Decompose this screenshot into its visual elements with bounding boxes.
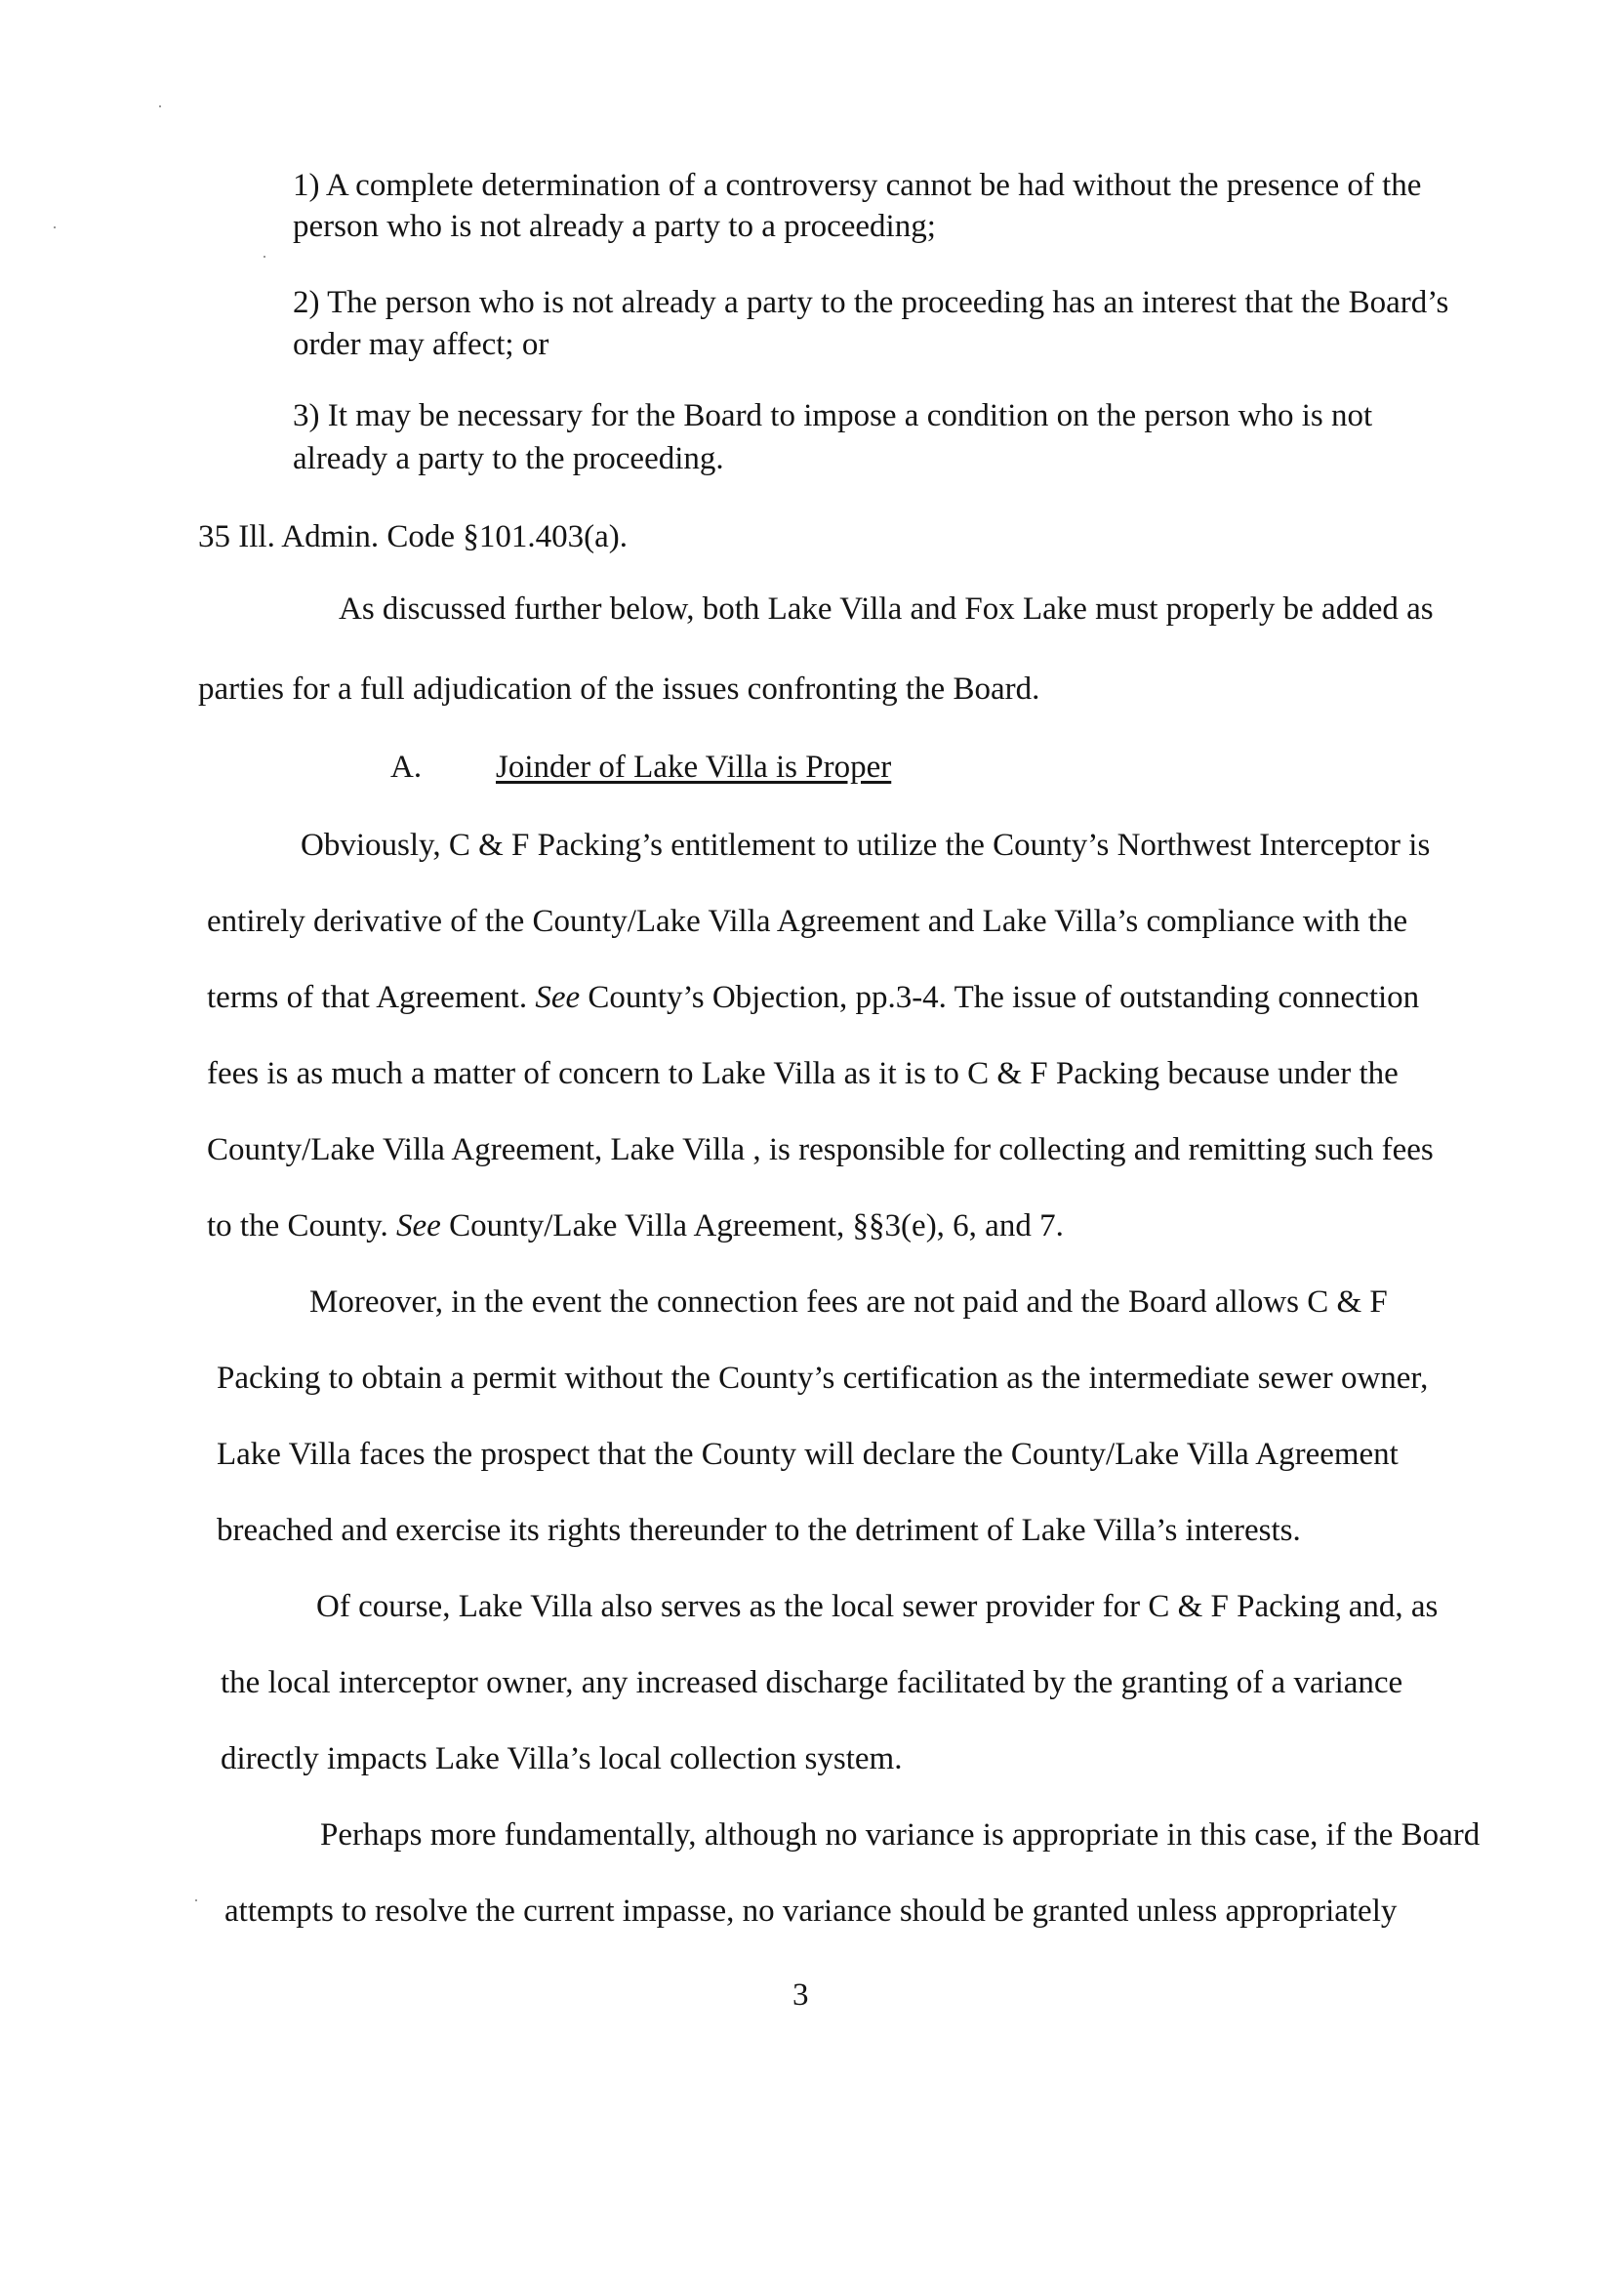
- quote-item-3-line-1: 3) It may be necessary for the Board to impose a condition on the person who is not: [293, 398, 1373, 433]
- quote-item-1-line-2: person who is not already a party to a proceeding;: [293, 209, 936, 244]
- para1-line-1: Obviously, C & F Packing’s entitlement to utilize the County’s Northwest Interceptor is: [301, 828, 1431, 863]
- para1-line-2: entirely derivative of the County/Lake Villa Agreement and Lake Villa’s compliance with the: [207, 904, 1408, 939]
- para2-line-2: Packing to obtain a permit without the County’s certification as the intermediate sewer owner,: [217, 1361, 1429, 1396]
- para2-line-1: Moreover, in the event the connection fees are not paid and the Board allows C & F: [309, 1284, 1388, 1320]
- scan-speck: [195, 1899, 197, 1901]
- see-signal: See: [535, 980, 581, 1015]
- para2-line-4: breached and exercise its rights thereunder to the detriment of Lake Villa’s interests.: [217, 1513, 1301, 1548]
- para1-line-3-text-b: County’s Objection, pp.3-4. The issue of outstanding connection: [580, 980, 1420, 1015]
- para4-line-2: attempts to resolve the current impasse, no variance should be granted unless appropriately: [224, 1894, 1398, 1929]
- quote-item-1-line-1: 1) A complete determination of a controversy cannot be had without the presence of the: [293, 168, 1422, 203]
- para4-line-1: Perhaps more fundamentally, although no variance is appropriate in this case, if the Board: [320, 1817, 1481, 1853]
- para1-line-3: [207, 978, 1419, 1017]
- para3-line-3: directly impacts Lake Villa’s local collection system.: [221, 1741, 903, 1776]
- quote-item-2-line-2: order may affect; or: [293, 327, 549, 362]
- para1-line-5: County/Lake Villa Agreement, Lake Villa , is responsible for collecting and remitting such fees: [207, 1132, 1434, 1167]
- scan-speck: [159, 105, 161, 107]
- quote-item-2-line-1: 2) The person who is not already a party to the proceeding has an interest that the Board’s: [293, 285, 1449, 320]
- citation: 35 Ill. Admin. Code §101.403(a).: [198, 519, 628, 554]
- section-letter: A.: [390, 750, 423, 785]
- intro-line-2: parties for a full adjudication of the issues confronting the Board.: [198, 672, 1040, 707]
- para1-line-4: fees is as much a matter of concern to Lake Villa as it is to C & F Packing because under the: [207, 1056, 1399, 1091]
- para1-line-6-text-a: to the County.: [207, 1208, 397, 1243]
- para3-line-1: Of course, Lake Villa also serves as the local sewer provider for C & F Packing and, as: [316, 1589, 1439, 1624]
- para3-line-2: the local interceptor owner, any increased discharge facilitated by the granting of a variance: [221, 1665, 1403, 1700]
- scan-speck: [54, 226, 56, 228]
- scan-speck: [264, 256, 265, 258]
- para1-line-6: [207, 1206, 1064, 1245]
- para1-line-3-text-a: terms of that Agreement.: [207, 980, 536, 1015]
- quote-item-3-line-2: already a party to the proceeding.: [293, 441, 724, 476]
- para2-line-3: Lake Villa faces the prospect that the County will declare the County/Lake Villa Agreement: [217, 1437, 1399, 1472]
- page-number: 3: [792, 1977, 809, 2013]
- intro-line-1: As discussed further below, both Lake Villa and Fox Lake must properly be added as: [339, 591, 1434, 627]
- see-signal: See: [396, 1208, 441, 1243]
- para1-line-6-text-b: County/Lake Villa Agreement, §§3(e), 6, and 7.: [440, 1208, 1064, 1243]
- section-heading: Joinder of Lake Villa is Proper: [496, 750, 892, 785]
